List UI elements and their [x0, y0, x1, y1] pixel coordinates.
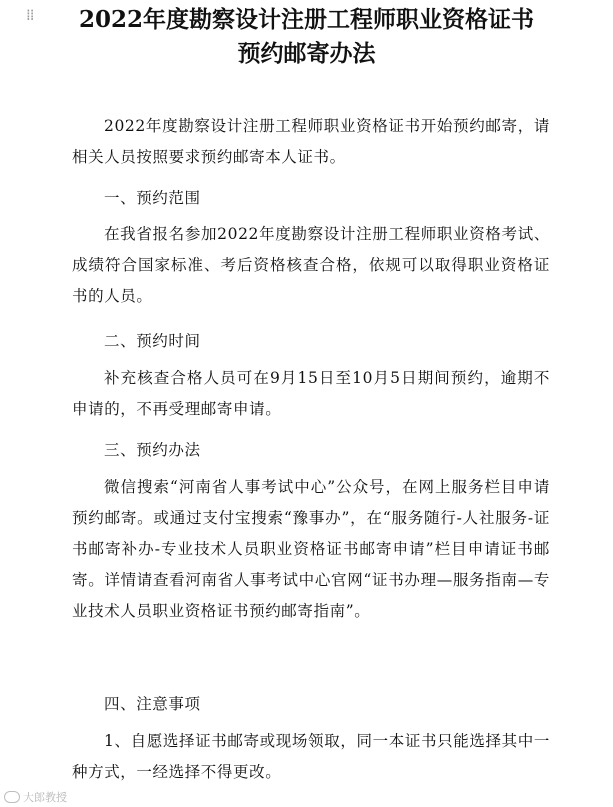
section-body-method: 微信搜索“河南省人事考试中心”公众号，在网上服务栏目申请预约邮寄。或通过支付宝搜索“豫事办”，在“服务随行-人社服务-证书邮寄补办-专业技术人员职业资格证书邮寄申请”栏目申请证书邮寄。详情请查看河南省人事考试中心官网“证书办理—服务指南—专业技术人员职业资格证书预约邮寄指南”。 [72, 478, 550, 620]
page-title-line-1: 2022年度勘察设计注册工程师职业资格证书 [78, 6, 534, 33]
section-heading-scope: 一、预约范围 [104, 189, 201, 207]
section-heading-time: 二、预约时间 [104, 332, 201, 350]
page-title-line-2: 预约邮寄办法 [237, 40, 376, 67]
section-body-scope: 在我省报名参加2022年度勘察设计注册工程师职业资格考试、成绩符合国家标准、考后资格核查合格，依规可以取得职业资格证书的人员。 [72, 225, 550, 305]
watermark [4, 789, 67, 805]
section-heading-notes: 四、注意事项 [104, 695, 201, 713]
section-body-notes: 1、自愿选择证书邮寄或现场领取，同一本证书只能选择其中一种方式，一经选择不得更改。 [72, 732, 550, 781]
section-heading-method: 三、预约办法 [104, 441, 201, 459]
section-body-time: 补充核查合格人员可在9月15日至10月5日期间预约，逾期不申请的，不再受理邮寄申请。 [72, 369, 550, 418]
watermark-text: 大郎教授 [23, 791, 67, 804]
watermark-logo-icon [4, 791, 20, 803]
intro-paragraph: 2022年度勘察设计注册工程师职业资格证书开始预约邮寄，请相关人员按照要求预约邮寄本人证书。 [72, 117, 550, 166]
drag-handle-icon[interactable]: ⁞⁞ [26, 6, 34, 24]
